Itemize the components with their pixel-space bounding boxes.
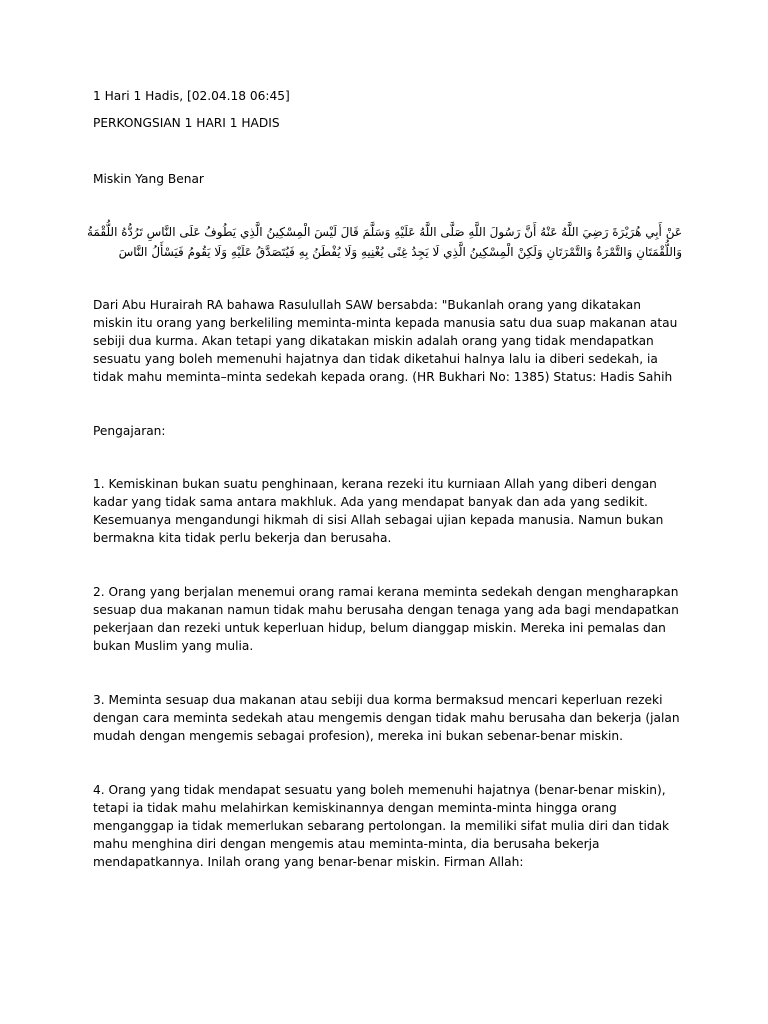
hadith-title: Miskin Yang Benar [93,172,204,186]
series-title: PERKONGSIAN 1 HARI 1 HADIS [93,116,280,130]
header-line: 1 Hari 1 Hadis, [02.04.18 06:45] [93,89,290,103]
lesson-item-1: 1. Kemiskinan bukan suatu penghinaan, kerana rezeki itu kurniaan Allah yang diberi dengan kadar yang tidak sama antara makhluk. Ada yang mendapat banyak dan ada yang sedikit. Kesemuanya mengandungi hikmah di sisi Allah sebagai ujian kepada manusia. Namun bukan bermakna kita tidak perlu bekerja dan berusaha. [93,477,664,545]
lesson-item-3: 3. Meminta sesuap dua makanan atau sebiji dua korma bermaksud mencari keperluan rezeki dengan cara meminta sedekah atau mengemis dengan tidak mahu berusaha dan bekerja (jalan mudah dengan mengemis sebagai profesion), mereka ini bukan sebenar-benar miskin. [93,693,680,743]
lessons-heading: Pengajaran: [93,424,166,438]
arabic-hadith-text: عَنْ أَبِي هُرَيْرَةَ رَضِيَ اللَّهُ عَنْهُ أَنَّ رَسُولَ اللَّهِ صَلَّى اللَّهُ عَلَيْهِ وَسَلَّمَ قَالَ لَيْسَ الْمِسْكِينُ الَّذِي يَطُوفُ عَلَى النَّاسِ تَرُدُّهُ اللُّقْمَةُ وَاللُّقْمَتَانِ وَالتَّمْرَةُ وَالتَّمْرَتَانِ وَلَكِنْ الْمِسْكِينُ الَّذِي لَا يَجِدُ غِنًى يُغْنِيهِ وَلَا يُفْطَنُ بِهِ فَيُتَصَدَّقُ عَلَيْهِ وَلَا يَقُومُ فَيَسْأَلُ النَّاسَ [87,225,682,259]
hadith-translation: Dari Abu Hurairah RA bahawa Rasulullah SAW bersabda: "Bukanlah orang yang dikatakan miskin itu orang yang berkeliling meminta-minta kepada manusia satu dua suap makanan atau sebiji dua kurma. Akan tetapi yang dikatakan miskin adalah orang yang tidak mendapatkan sesuatu yang boleh memenuhi hajatnya dan tidak diketahui halnya lalu ia diberi sedekah, ia tidak mahu meminta–minta sedekah kepada orang. (HR Bukhari No: 1385) Status: Hadis Sahih [93,298,678,384]
lesson-item-2: 2. Orang yang berjalan menemui orang ramai kerana meminta sedekah dengan mengharapkan sesuap dua makanan namun tidak mahu berusaha dengan tenaga yang ada bagi mendapatkan pekerjaan dan rezeki untuk keperluan hidup, belum dianggap miskin. Mereka ini pemalas dan bukan Muslim yang mulia. [93,585,679,653]
lesson-item-4: 4. Orang yang tidak mendapat sesuatu yang boleh memenuhi hajatnya (benar-benar miskin), tetapi ia tidak mahu melahirkan kemiskinannya dengan meminta-minta hingga orang menganggap ia tidak memerlukan sebarang pertolongan. Ia memiliki sifat mulia diri dan tidak mahu menghina diri dengan mengemis atau meminta-minta, dia berusaha bekerja mendapatkannya. Inilah orang yang benar-benar miskin. Firman Allah: [93,783,670,869]
